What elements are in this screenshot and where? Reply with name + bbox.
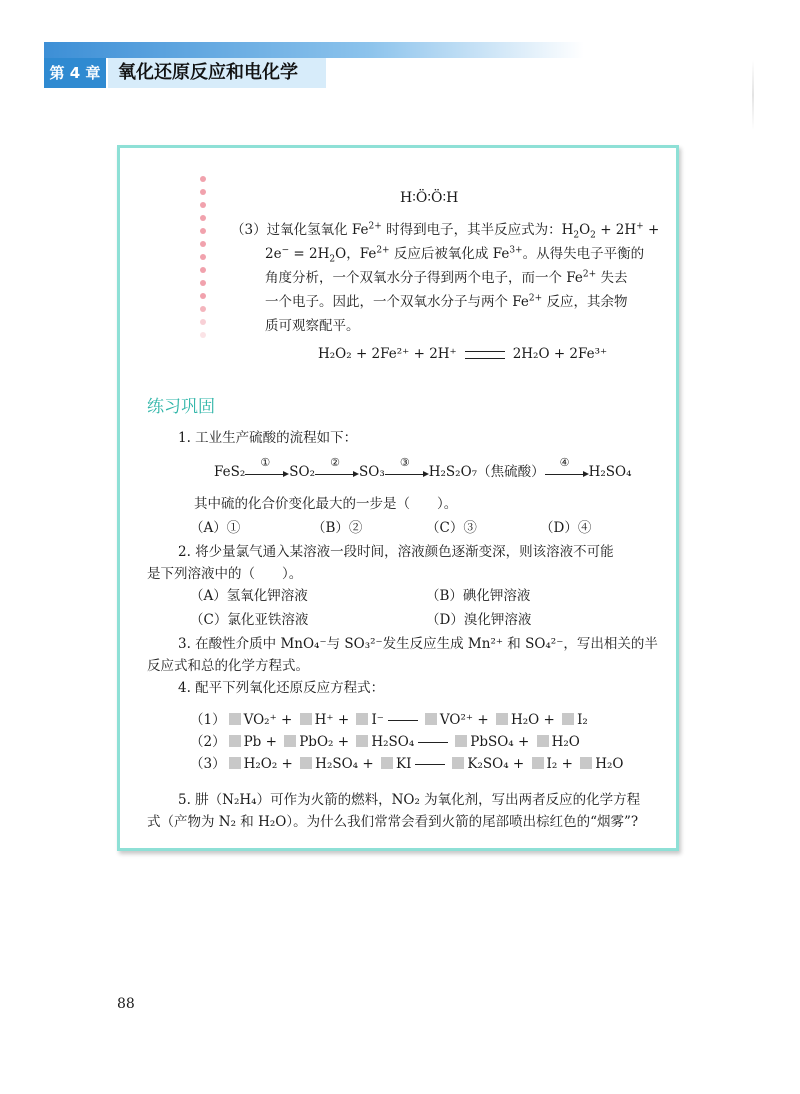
q4-equation-3: （3） H₂O₂ + H₂SO₄ + KI K₂SO₄ + I₂ + H₂O	[190, 756, 624, 772]
q1-option-a: （A）①	[190, 520, 241, 536]
q4-stem: 4. 配平下列氧化还原反应方程式：	[178, 680, 385, 696]
arrow-icon: ④	[545, 467, 589, 479]
tip-line-4: 一个电子。因此，一个双氧水分子与两个 $Fe^{2+}$ 反应，其余物	[265, 293, 628, 310]
header-band	[44, 42, 584, 58]
blank-box[interactable]	[496, 713, 508, 725]
tip-equation: H₂O₂ + 2Fe²⁺ + 2H⁺ 2H₂O + 2Fe³⁺	[318, 346, 608, 362]
blank-box[interactable]	[452, 757, 464, 769]
tip-line-1: （3）过氧化氢氧化 $Fe^{2+}$ 时得到电子，其半反应式为：$H_2O_2 + 2H^+$ +	[231, 221, 660, 241]
q1-option-d: （D）④	[540, 520, 592, 536]
blank-box[interactable]	[562, 713, 574, 725]
q1-flow: FeS₂ ① SO₂ ② SO₃ ③ H₂S₂O₇（焦硫酸） ④ H₂SO₄	[214, 455, 632, 480]
blank-box[interactable]	[229, 735, 241, 747]
lewis-structure: H∶Ö∶Ö∶H	[400, 190, 459, 206]
chapter-title: 氧化还原反应和电化学	[118, 62, 298, 83]
q3-line-1: 3. 在酸性介质中 MnO₄⁻与 SO₃²⁻发生反应生成 Mn²⁺ 和 SO₄²⁻，写出相关的半	[178, 636, 658, 652]
q5-line-2: 式（产物为 N₂ 和 H₂O）。为什么我们常常会看到火箭的尾部喷出棕红色的“烟雾”?	[147, 814, 639, 830]
q4-equation-1: （1） VO₂⁺ + H⁺ + I⁻ VO²⁺ + H₂O + I₂	[190, 712, 588, 728]
q1-option-c: （C）③	[426, 520, 477, 536]
decorative-dot-column	[200, 176, 210, 346]
page-edge-shadow	[752, 60, 754, 130]
tip-line-5: 质可观察配平。	[265, 318, 360, 334]
blank-box[interactable]	[580, 757, 592, 769]
blank-box[interactable]	[229, 713, 241, 725]
equals-sign	[465, 351, 505, 359]
blank-box[interactable]	[425, 713, 437, 725]
arrow-icon: ②	[315, 467, 359, 479]
blank-box[interactable]	[356, 735, 368, 747]
q2-line-1: 2. 将少量氯气通入某溶液一段时间，溶液颜色逐渐变深，则该溶液不可能	[178, 544, 614, 560]
q1-question: 其中硫的化合价变化最大的一步是（ ）。	[194, 496, 458, 512]
reaction-dash	[418, 742, 448, 743]
chapter-label: 第 4 章	[44, 58, 106, 88]
q4-equation-2: （2） Pb + PbO₂ + H₂SO₄ PbSO₄ + H₂O	[190, 734, 580, 750]
reaction-dash	[388, 720, 418, 721]
blank-box[interactable]	[532, 757, 544, 769]
page-number: 88	[117, 996, 135, 1012]
blank-box[interactable]	[356, 713, 368, 725]
q2-option-b: （B）碘化钾溶液	[426, 588, 531, 604]
tip-line-2: $2e^- = 2H_2O$，$Fe^{2+}$ 反应后被氧化成 $Fe^{3+}$。从得失电子平衡的	[265, 245, 645, 265]
blank-box[interactable]	[229, 757, 241, 769]
reaction-dash	[415, 764, 445, 765]
blank-box[interactable]	[300, 713, 312, 725]
arrow-icon: ③	[385, 467, 429, 479]
q2-option-a: （A）氢氧化钾溶液	[190, 588, 308, 604]
q3-line-2: 反应式和总的化学方程式。	[147, 658, 309, 674]
q2-line-2: 是下列溶液中的（ ）。	[147, 566, 303, 582]
q2-option-d: （D）溴化钾溶液	[426, 612, 532, 628]
section-title: 练习巩固	[147, 397, 215, 417]
blank-box[interactable]	[455, 735, 467, 747]
blank-box[interactable]	[381, 757, 393, 769]
tip-line-3: 角度分析，一个双氧水分子得到两个电子，而一个 $Fe^{2+}$ 失去	[265, 269, 628, 286]
blank-box[interactable]	[284, 735, 296, 747]
blank-box[interactable]	[537, 735, 549, 747]
q2-option-c: （C）氯化亚铁溶液	[190, 612, 309, 628]
q1-stem: 1. 工业生产硫酸的流程如下：	[178, 430, 358, 446]
blank-box[interactable]	[300, 757, 312, 769]
q5-line-1: 5. 肼（N₂H₄）可作为火箭的燃料，NO₂ 为氧化剂，写出两者反应的化学方程	[178, 792, 641, 808]
arrow-icon: ①	[245, 467, 289, 479]
q1-option-b: （B）②	[312, 520, 363, 536]
